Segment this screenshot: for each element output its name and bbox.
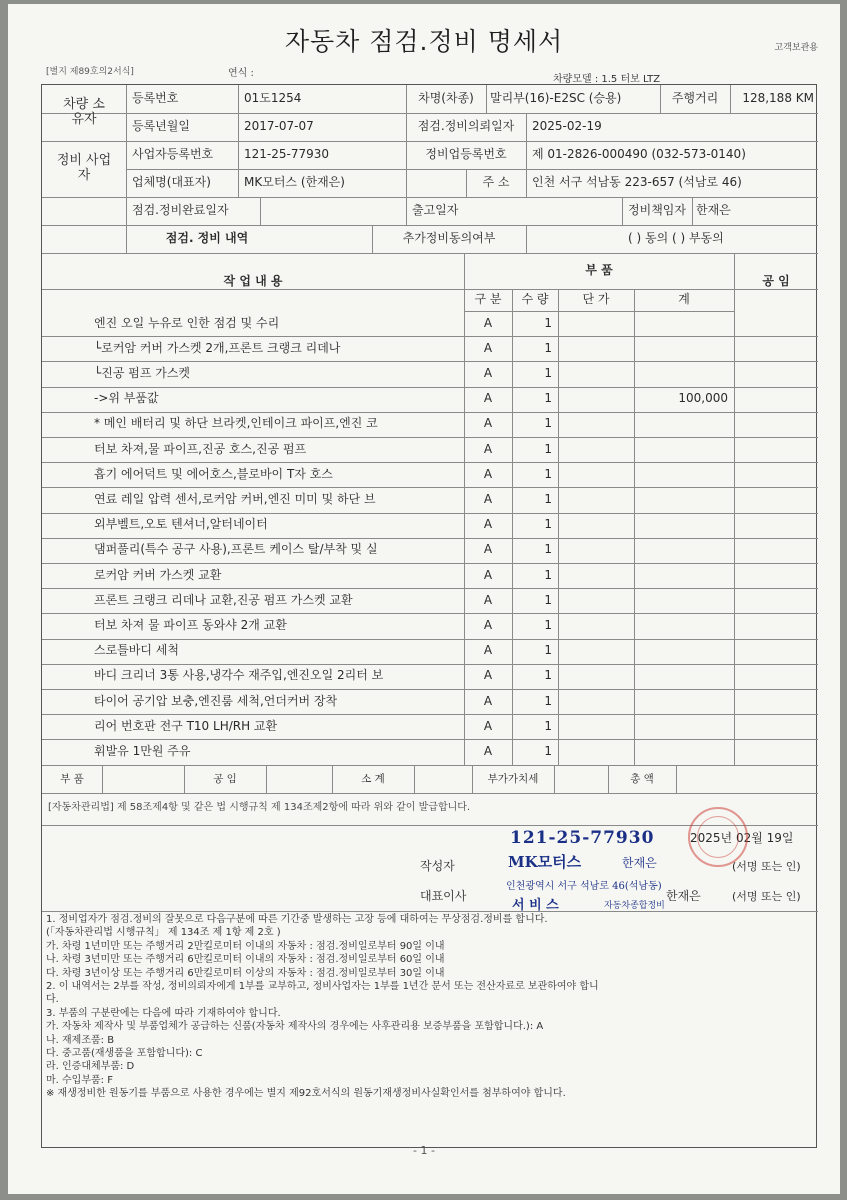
work-row-price	[634, 613, 728, 638]
request-date-value: 2025-02-19	[532, 119, 602, 134]
reg-date-label: 등록년월일	[132, 119, 190, 134]
manager-label: 정비책임자	[628, 203, 686, 218]
signature-date: 2025년 02월 19일	[690, 831, 794, 846]
work-row-qty: 1	[544, 391, 552, 406]
totals-labor-label: 공 임	[213, 772, 237, 785]
car-name-label: 차명(차종)	[418, 91, 474, 106]
form-number: [별지 제89호의2서식]	[46, 67, 134, 77]
work-row-qty: 1	[544, 668, 552, 683]
document-page	[8, 4, 840, 1194]
release-date-label: 출고일자	[412, 203, 459, 218]
document-title: 자동차 점검.정비 명세서	[284, 27, 564, 56]
work-row-price	[634, 538, 728, 563]
work-row-qty: 1	[544, 340, 552, 355]
work-row-type: A	[483, 643, 493, 658]
work-row-qty: 1	[544, 643, 552, 658]
writer-sign-note: (서명 또는 인)	[732, 859, 801, 873]
legal-text: [자동차관리법] 제 58조제4항 및 같은 법 시행규칙 제 134조제2항에 따라 위와 같이 발급합니다.	[48, 802, 471, 814]
work-row-price	[634, 437, 728, 462]
work-row-type: A	[483, 492, 493, 507]
note-line: 1. 정비업자가 점검.정비의 잘못으로 다음구분에 따른 기간중 발생하는 고장 등에 대하여는 무상점검.정비를 합니다.	[46, 914, 548, 925]
mileage-label: 주행거리	[671, 91, 719, 106]
shop-no-value: 제 01-2826-000490 (032-573-0140)	[532, 147, 746, 162]
shop-section-label: 정비 사업자	[56, 153, 112, 183]
request-date-label: 점검.정비의뢰일자	[417, 119, 515, 134]
signature-shop: MK모터스	[508, 853, 582, 872]
note-line: 마. 수입부품: F	[46, 1074, 113, 1086]
work-row-type: A	[483, 718, 493, 733]
reg-no-label: 등록번호	[132, 91, 179, 106]
totals-vat-label: 부가가치세	[487, 772, 539, 785]
work-row-description: * 메인 배터리 및 하단 브라켓,인테이크 파이프,엔진 코	[94, 416, 378, 431]
reg-date-value: 2017-07-07	[244, 119, 314, 134]
signature-writer-name: 한재은	[622, 856, 657, 871]
copy-label: 고객보관용	[774, 43, 818, 53]
work-row-qty: 1	[544, 567, 552, 582]
note-line: 가. 자동차 제작사 및 부품업체가 공급하는 신품(자동차 제작사의 경우에는 사후관리용 보증부품을 포함합니다.): A	[46, 1021, 544, 1033]
work-row-qty: 1	[544, 542, 552, 557]
stamp-address: 인천광역시 서구 석남로 46(석남동)	[506, 881, 662, 893]
address-value: 인천 서구 석남동 223-657 (석남로 46)	[532, 175, 742, 190]
extra-consent-value: ( ) 동의 ( ) 부동의	[628, 231, 724, 246]
work-row-description: 바디 크리너 3통 사용,냉각수 재주입,엔진오일 2리터 보	[94, 668, 384, 683]
notes-section	[46, 913, 814, 1101]
page-number: - 1 -	[413, 1144, 435, 1157]
details-label: 점검. 정비 내역	[165, 231, 249, 246]
work-header: 작 업 내 용	[223, 274, 283, 289]
shop-no-label: 정비업등록번호	[425, 147, 507, 162]
work-row-type: A	[483, 517, 493, 532]
car-name-value: 말리부(16)-E2SC (승용)	[490, 91, 622, 106]
stamp-sub: 자동차종합정비	[604, 900, 665, 911]
manager-value: 한재은	[696, 203, 731, 218]
note-line: 다. 중고품(재생품을 포함합니다): C	[46, 1048, 203, 1060]
work-row-type: A	[483, 441, 493, 456]
owner-section-label: 차량 소유자	[63, 97, 105, 127]
note-line: 다. 차령 3년이상 또는 주행거리 6만킬로미터 이상의 자동차 : 점검.정비일로부터 30일 이내	[46, 967, 445, 979]
work-row-type: A	[483, 567, 493, 582]
work-row-description: 연료 레일 압력 센서,로커암 커버,엔진 미미 및 하단 브	[94, 492, 376, 507]
labor-header: 공 임	[762, 274, 790, 289]
work-row-description: 리어 번호판 전구 T10 LH/RH 교환	[94, 718, 278, 733]
writer-label: 작성자	[420, 859, 455, 874]
work-row-qty: 1	[544, 744, 552, 759]
work-row-type: A	[483, 744, 493, 759]
totals-total-label: 총 액	[630, 772, 654, 785]
work-row-type: A	[483, 618, 493, 633]
work-row-description: 터보 차져,물 파이프,진공 호스,진공 펌프	[94, 441, 307, 456]
shop-name-label: 업체명(대표자)	[132, 175, 211, 190]
work-row-price	[634, 639, 728, 664]
release-date-value	[522, 197, 620, 225]
complete-date-value	[264, 197, 404, 225]
work-row-description: 흡기 에어덕트 및 에어호스,블로바이 T자 호스	[94, 466, 333, 481]
work-row-qty: 1	[544, 315, 552, 330]
work-row-qty: 1	[544, 592, 552, 607]
extra-consent-label: 추가정비동의여부	[402, 231, 496, 246]
work-row-type: A	[483, 366, 493, 381]
work-row-description: ->위 부품값	[94, 391, 159, 406]
work-row-price	[634, 689, 728, 714]
work-row-price	[634, 311, 728, 336]
work-row-description: └로커암 커버 가스켓 2개,프론트 크랭크 리데나	[94, 340, 341, 355]
work-row-price	[634, 739, 728, 764]
work-row-description: 댐퍼풀리(특수 공구 사용),프론트 케이스 탈/부착 및 실	[94, 542, 378, 557]
type-header: 구 분	[474, 292, 502, 307]
work-row-type: A	[483, 466, 493, 481]
note-line: 나. 재제조품: B	[46, 1034, 115, 1046]
work-row-type: A	[483, 416, 493, 431]
company-seal	[688, 807, 748, 867]
totals-subtotal-label: 소 계	[361, 772, 385, 785]
biz-no-value: 121-25-77930	[244, 147, 330, 162]
qty-header: 수 량	[521, 292, 549, 307]
work-row-qty: 1	[544, 693, 552, 708]
work-row-qty: 1	[544, 492, 552, 507]
note-line: 다.	[46, 994, 59, 1006]
work-row-price	[634, 714, 728, 739]
work-row-type: A	[483, 592, 493, 607]
stamp-service: 서 비 스	[512, 897, 559, 913]
work-row-description: 휘발유 1만원 주유	[94, 744, 191, 759]
work-row-type: A	[483, 542, 493, 557]
work-row-price	[634, 412, 728, 437]
note-line: 라. 인증대체부품: D	[46, 1061, 135, 1073]
work-row-qty: 1	[544, 517, 552, 532]
work-row-description: 터보 차져 물 파이프 동와샤 2개 교환	[94, 618, 287, 633]
work-row-price	[634, 513, 728, 538]
form-table	[41, 84, 817, 1148]
unit-price-header: 단 가	[582, 292, 610, 307]
work-row-price	[634, 361, 728, 386]
work-row-qty: 1	[544, 441, 552, 456]
work-row-type: A	[483, 340, 493, 355]
work-row-description: 로커암 커버 가스켓 교환	[94, 567, 222, 582]
work-row-description: 엔진 오일 누유로 인한 점검 및 수리	[94, 315, 280, 330]
note-line: 2. 이 내역서는 2부를 작성, 정비의뢰자에게 1부를 교부하고, 정비사업자는 1부를 1년간 문서 또는 전산자료로 보관하여야 합니	[46, 981, 599, 993]
work-row-description: 프론트 크랭크 리데나 교환,진공 펌프 가스켓 교환	[94, 592, 353, 607]
work-row-type: A	[483, 315, 493, 330]
work-row-type: A	[483, 391, 493, 406]
work-row-price	[634, 664, 728, 689]
note-line: 3. 부품의 구분란에는 다음에 따라 기재하여야 합니다.	[46, 1007, 281, 1019]
work-row-description: 스로틀바디 세척	[94, 643, 179, 658]
shop-name-value: MK모터스 (한재은)	[244, 175, 345, 190]
note-line: 가. 차령 1년미만 또는 주행거리 2만킬로미터 이내의 자동차 : 점검.정비일로부터 90일 이내	[46, 940, 445, 952]
year-label: 연식 :	[228, 68, 254, 79]
mileage-value: 128,188 KM	[742, 91, 814, 106]
work-row-description: 타이어 공기압 보충,엔진룸 세척,언더커버 장착	[94, 693, 338, 708]
work-row-type: A	[483, 693, 493, 708]
rep-sign-note: (서명 또는 인)	[732, 889, 801, 903]
totals-parts-label: 부 품	[60, 772, 84, 785]
rep-name: 한재은	[666, 889, 701, 904]
work-row-price: 100,000	[678, 391, 728, 406]
work-row-qty: 1	[544, 718, 552, 733]
work-row-price	[634, 336, 728, 361]
complete-date-label: 점검.정비완료일자	[132, 203, 229, 218]
note-line: ※ 재생정비한 원동기를 부품으로 사용한 경우에는 별지 제92호서식의 원동기재생정비사실확인서를 첨부하여야 합니다.	[46, 1088, 566, 1100]
note-line: 나. 차령 3년미만 또는 주행거리 6만킬로미터 이내의 자동차 : 점검.정비일로부터 60일 이내	[46, 954, 445, 966]
work-row-type: A	[483, 668, 493, 683]
work-row-price	[634, 487, 728, 512]
work-row-description: 외부벨트,오토 텐셔너,알터네이터	[94, 517, 268, 532]
note-line: (「자동차관리법 시행규칙」 제 134조 제 1항 제 2호 )	[46, 927, 281, 939]
model-label: 차량모델 : 1.5 터보 LTZ	[553, 74, 661, 85]
work-row-qty: 1	[544, 618, 552, 633]
work-row-qty: 1	[544, 416, 552, 431]
work-row-price	[634, 563, 728, 588]
rep-label: 대표이사	[420, 889, 467, 904]
work-row-qty: 1	[544, 366, 552, 381]
total-header: 계	[678, 292, 690, 307]
work-row-qty: 1	[544, 466, 552, 481]
parts-header: 부 품	[585, 263, 613, 278]
work-row-description: └진공 펌프 가스켓	[94, 366, 190, 381]
biz-no-label: 사업자등록번호	[132, 147, 214, 162]
signature-biz-no: 121-25-77930	[510, 828, 655, 849]
address-label: 주 소	[482, 175, 510, 190]
work-row-price	[634, 462, 728, 487]
work-row-price	[634, 588, 728, 613]
reg-no-value: 01도1254	[244, 91, 302, 106]
